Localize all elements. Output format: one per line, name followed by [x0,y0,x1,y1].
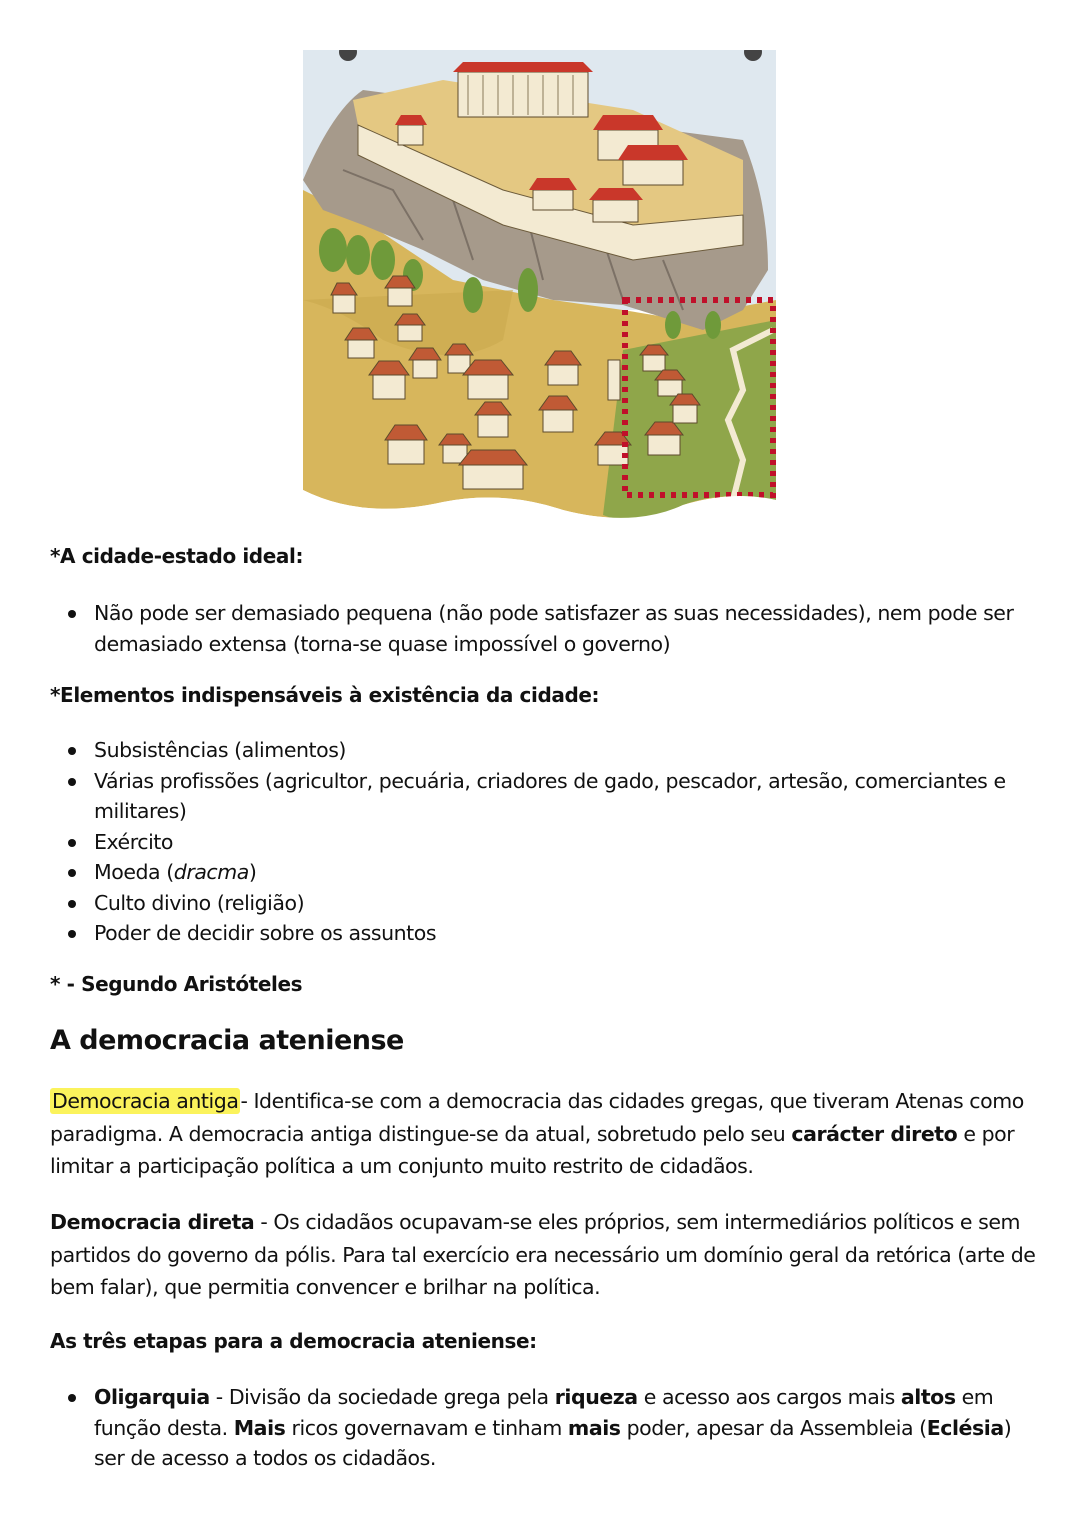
bold-text: mais [567,1415,621,1440]
text: e acesso aos cargos mais [637,1385,901,1409]
bold-text: altos [900,1385,956,1409]
text: em função desta. [94,1385,994,1440]
list-ideal-city [50,598,1040,659]
list-item: Várias profissões (agricultor, pecuária, criadores de gado, pescador, artesão, comerciantes e militares) [50,766,1040,827]
bold-text: carácter direto [791,1121,958,1146]
list-item: Poder de decidir sobre os assuntos [50,918,1040,949]
item-text: ) [248,860,257,884]
dash: - [240,1089,248,1113]
list-item-oligarchy [50,1382,1040,1474]
item-text: Moeda ( [94,860,174,884]
bold-text: riqueza [554,1385,638,1409]
paragraph-text: e por limitar a participação política a um conjunto muito restrito de cidadãos. [50,1121,1015,1178]
term-text: Democracia antiga [52,1089,239,1113]
list-item: Culto divino (religião) [50,888,1040,919]
acropolis-illustration [303,50,776,522]
paragraph-ancient-democracy [50,1085,1040,1183]
heading-three-stages: As três etapas para a democracia ateniense: [50,1329,537,1353]
bold-text: Mais [233,1415,286,1440]
heading-essential-elements: *Elementos indispensáveis à existência da cidade: [50,683,600,707]
paragraph-direct-democracy [50,1206,1040,1304]
list-item: Não pode ser demasiado pequena (não pode satisfazer as suas necessidades), nem pode ser demasiado extensa (torna-se quase impossível o governo) [50,598,1040,659]
paragraph-text: Identifica-se com a democracia das cidades gregas, que tiveram Atenas como paradigma. A democracia antiga distingue-se da atual, sobretudo pelo seu [50,1089,1024,1146]
bold-text: Eclésia [926,1415,1004,1440]
text: ricos governavam e tinham [285,1415,568,1440]
text: - Divisão da sociedade grega pela [209,1385,555,1409]
bold-term: Democracia direta [50,1210,255,1234]
paragraph-text: - Os cidadãos ocupavam-se eles próprios, sem intermediários políticos e sem partidos do governo da pólis. Para tal exercício era necessário um domínio geral da retórica (arte de bem falar), que permitia convencer e brilhar na política. [50,1210,1036,1299]
item-italic: dracma [173,860,249,884]
highlighted-term [50,1088,240,1114]
bold-term: Oligarquia [94,1385,210,1409]
section-title-democracy: A democracia ateniense [50,1025,404,1056]
heading-ideal-city: *A cidade-estado ideal: [50,544,304,568]
list-stages [50,1382,1040,1474]
footnote-aristotle: * - Segundo Aristóteles [50,972,303,996]
text: ) ser de acesso a todos os cidadãos. [94,1415,1012,1470]
text: poder, apesar da Assembleia ( [620,1415,927,1440]
list-item [50,857,1040,888]
list-item: Subsistências (alimentos) [50,735,1040,766]
list-item: Exército [50,827,1040,858]
list-essential-elements [50,735,1040,949]
